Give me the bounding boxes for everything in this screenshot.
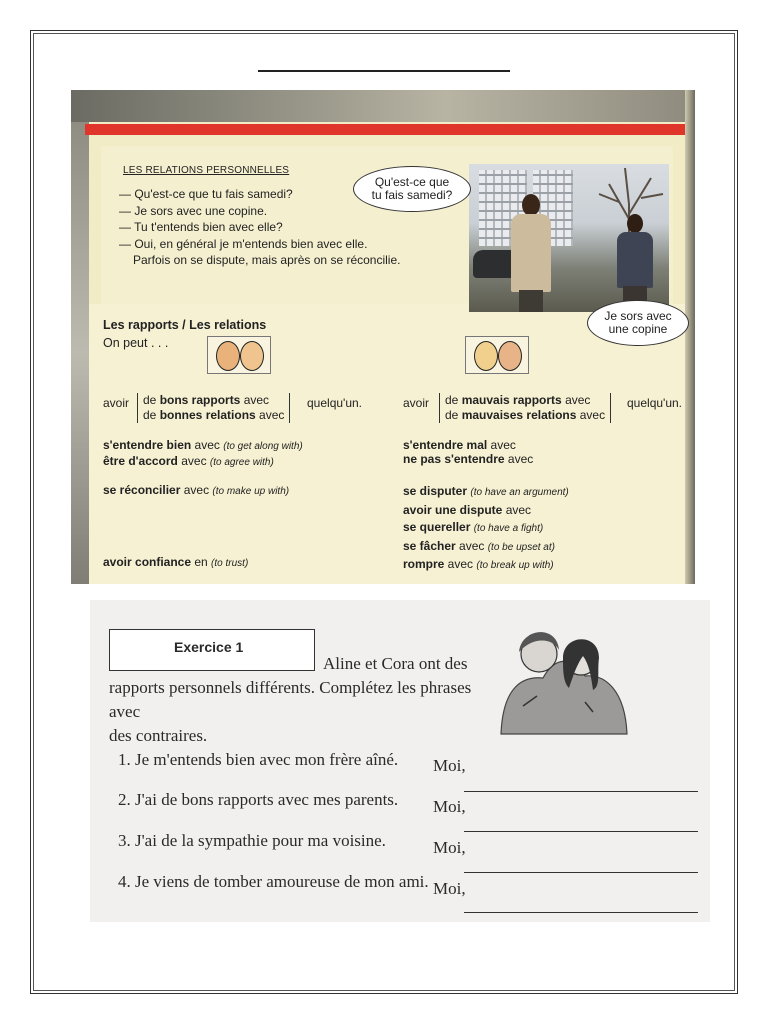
verb: avoir [403,396,430,410]
on-peut-label: On peut . . . [103,336,169,350]
gloss: (to make up with) [212,486,290,497]
answer-prefix: Moi, [433,756,466,775]
exercise-item: 1. Je m'entends bien avec mon frère aîné. [118,750,399,769]
gloss: (to break up with) [476,560,554,571]
title-underline [258,70,510,72]
text: avec [561,393,591,407]
bold-term: bonnes relations [159,408,256,422]
bubble-text: Qu'est-ce que [374,175,450,189]
left-expression [103,555,248,571]
scan-right-edge [685,90,695,584]
text: avec [444,557,477,571]
exercise-item: 3. J'ai de la sympathie pour ma voisine. [118,831,386,850]
dialog-line: — Je sors avec une copine. [119,203,268,218]
quelquun: quelqu'un. [627,396,683,410]
verb: avoir [103,396,130,410]
bubble-text: Je sors avec [604,309,672,323]
bold-term: se réconcilier [103,483,181,497]
left-expressions-top [103,438,303,470]
bold-term: bons rapports [159,393,241,407]
exercise-instructions [109,676,489,748]
answer-prefix: Moi, [433,838,466,857]
text: avec [504,452,534,466]
gloss: (to be upset at) [487,541,555,553]
text: avec [191,438,224,452]
right-expressions-top [403,438,533,466]
bold-term: s'entendre mal [403,438,488,452]
text: de [143,393,160,407]
text: de [143,408,160,422]
answer-prefix: Moi, [433,797,466,816]
speech-bubble-question [353,166,471,212]
text: avec [455,538,488,553]
bold-term: être d'accord [103,454,178,468]
bold-term: ne pas s'entendre [403,452,505,466]
happy-faces-icon [207,336,271,374]
scan-background-top [71,90,695,122]
gloss: (to get along with) [223,441,303,452]
speech-bubble-answer [587,300,689,346]
rapports-title: Les rapports / Les relations [103,318,267,332]
text: avec [502,502,532,517]
gloss: (to agree with) [209,457,274,468]
scan-background-left [71,122,89,584]
text: avec [240,393,270,407]
answer-blank[interactable] [464,912,698,913]
exercise-label-box [109,629,315,671]
left-expression [103,483,289,499]
dialog-line: Parfois on se dispute, mais après on se réconcilie. [133,253,401,267]
gloss: (to trust) [211,558,249,569]
bold-term: se quereller [403,520,471,534]
quelquun: quelqu'un. [307,396,363,410]
exercise-intro: Aline et Cora ont des [323,654,468,673]
answer-blank[interactable] [464,872,698,873]
bold-term: mauvais rapports [461,393,562,407]
right-expressions-bottom [403,483,569,575]
bold-term: se disputer [403,484,468,498]
answer-blank[interactable] [464,791,698,792]
street-photo [469,164,669,312]
person-left [511,194,551,312]
bad-relations-options [439,393,611,423]
bubble-text: tu fais samedi? [371,188,453,202]
text: avec [180,483,213,497]
text: de [445,393,462,407]
exercise-label: Exercice 1 [174,639,244,655]
bold-term: avoir confiance [103,555,192,569]
text: de [445,408,462,422]
bubble-text: une copine [608,322,668,336]
instruction-line: rapports personnels différents. Complétez les phrases avec [109,678,472,721]
gloss: (to have a fight) [473,523,544,534]
dialog-line: — Tu t'entends bien avec elle? [119,220,283,234]
bold-term: se fâcher [403,538,456,553]
gloss: (to have an argument) [470,487,569,498]
textbook-scan [71,90,695,584]
good-relations-options [137,393,290,423]
text: avec [487,438,516,452]
bold-term: s'entendre bien [103,438,192,452]
answer-prefix: Moi, [433,879,466,898]
text: avec [255,408,285,422]
text: avec [177,454,210,468]
dialog-line: — Oui, en général je m'entends bien avec elle. [119,236,368,251]
person-right [617,214,653,312]
instruction-line: des contraires. [109,726,208,745]
bold-term: mauvaises relations [461,408,577,422]
exercise-item: 2. J'ai de bons rapports avec mes parents. [118,790,399,809]
exercise-scan [90,600,710,922]
text: avec [576,408,606,422]
upset-faces-icon [465,336,529,374]
bold-term: avoir une dispute [403,502,503,517]
two-girls-illustration-icon [493,616,633,740]
red-stripe [85,124,695,135]
dialog-line: — Qu'est-ce que tu fais samedi? [119,187,293,201]
text: en [191,555,212,569]
exercise-item: 4. Je viens de tomber amoureuse de mon ami. [118,872,429,891]
bold-term: rompre [403,557,445,571]
section-heading: LES RELATIONS PERSONNELLES [123,165,290,176]
answer-blank[interactable] [464,831,698,832]
